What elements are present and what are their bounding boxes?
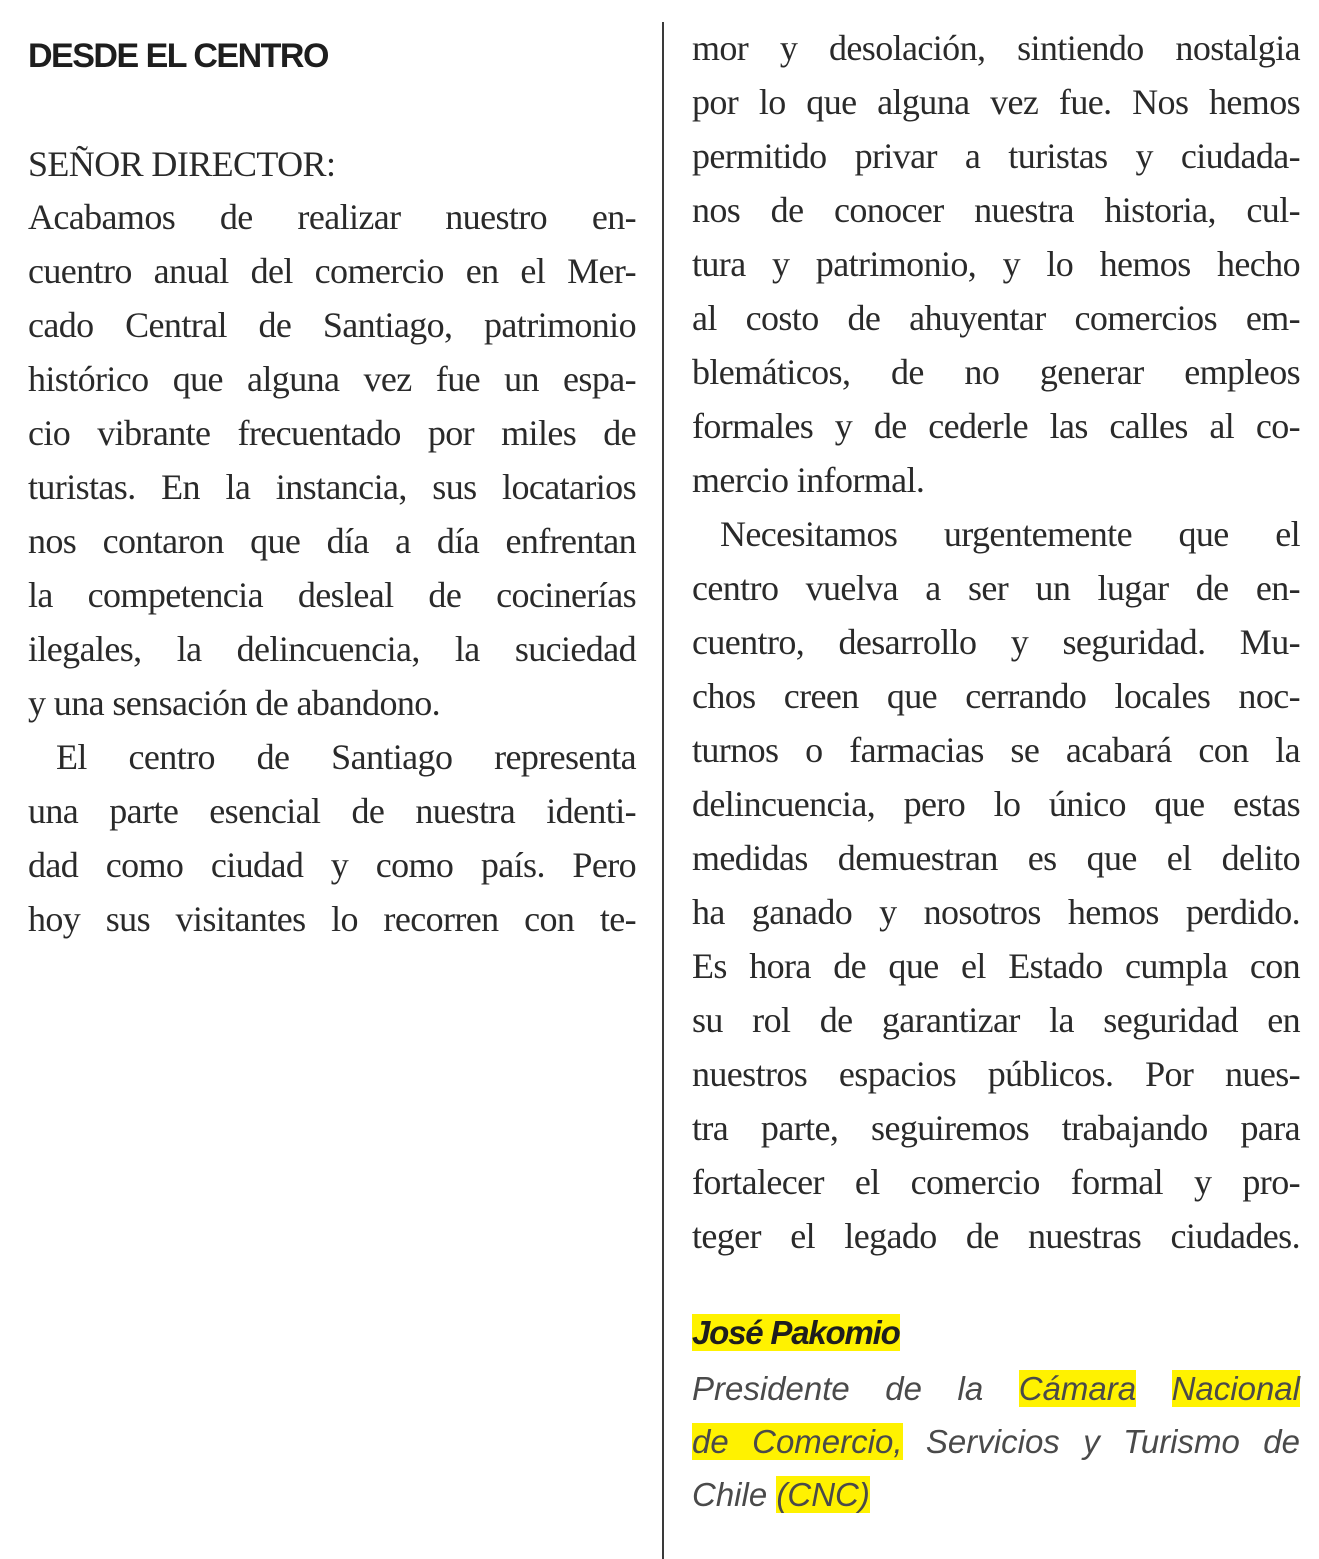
body-line: histórico que alguna vez fue un espa-	[28, 359, 636, 399]
body-line: una parte esencial de nuestra identi-	[28, 791, 636, 831]
body-line: al costo de ahuyentar comercios em-	[692, 298, 1300, 338]
signature-title-line	[692, 1470, 1300, 1520]
body-line: medidas demuestran es que el delito	[692, 838, 1300, 878]
column-divider	[662, 22, 664, 1559]
body-line: tra parte, seguiremos trabajando para	[692, 1108, 1300, 1148]
signature-title-text: Chile	[692, 1476, 777, 1513]
body-line: cio vibrante frecuentado por miles de	[28, 413, 636, 453]
body-line: turistas. En la instancia, sus locatarios	[28, 467, 636, 507]
highlighted-text: (CNC)	[776, 1476, 870, 1513]
body-line: Es hora de que el Estado cumpla con	[692, 946, 1300, 986]
salutation: SEÑOR DIRECTOR:	[28, 144, 336, 184]
signature-title-line	[692, 1417, 1300, 1467]
body-line: cado Central de Santiago, patrimonio	[28, 305, 636, 345]
body-line: teger el legado de nuestras ciudades.	[692, 1216, 1300, 1256]
body-line: su rol de garantizar la seguridad en	[692, 1000, 1300, 1040]
body-line: dad como ciudad y como país. Pero	[28, 845, 636, 885]
letter-headline: DESDE EL CENTRO	[28, 37, 328, 75]
body-line: mercio informal.	[692, 460, 925, 500]
highlighted-text: Nacional	[1171, 1370, 1300, 1407]
body-line: mor y desolación, sintiendo nostalgia	[692, 28, 1300, 68]
signature-title-text: Presidente de la	[692, 1370, 1019, 1407]
body-line: fortalecer el comercio formal y pro-	[692, 1162, 1300, 1202]
body-line: centro vuelva a ser un lugar de en-	[692, 568, 1300, 608]
body-line: turnos o farmacias se acabará con la	[692, 730, 1300, 770]
body-line: cuentro anual del comercio en el Mer-	[28, 251, 636, 291]
body-line: la competencia desleal de cocinerías	[28, 575, 636, 615]
body-line: El centro de Santiago representa	[56, 737, 636, 777]
signature-name-text: José Pakomio	[692, 1314, 900, 1351]
body-line: por lo que alguna vez fue. Nos hemos	[692, 82, 1300, 122]
body-line: nos de conocer nuestra historia, cul-	[692, 190, 1300, 230]
body-line: Acabamos de realizar nuestro en-	[28, 197, 636, 237]
signature-title-text: Servicios y Turismo de	[902, 1423, 1300, 1460]
body-line: permitido privar a turistas y ciudada-	[692, 136, 1300, 176]
body-line: y una sensación de abandono.	[28, 683, 441, 723]
body-line: ha ganado y nosotros hemos perdido.	[692, 892, 1300, 932]
body-line: ilegales, la delincuencia, la suciedad	[28, 629, 636, 669]
body-line: blemáticos, de no generar empleos	[692, 352, 1300, 392]
body-line: hoy sus visitantes lo recorren con te-	[28, 899, 636, 939]
highlighted-text: Cámara	[1018, 1370, 1137, 1407]
signature-title-line	[692, 1364, 1300, 1414]
highlighted-text: de Comercio,	[692, 1423, 903, 1460]
body-line: delincuencia, pero lo único que estas	[692, 784, 1300, 824]
body-line: cuentro, desarrollo y seguridad. Mu-	[692, 622, 1300, 662]
signature-name	[692, 1308, 900, 1358]
body-line: tura y patrimonio, y lo hemos hecho	[692, 244, 1300, 284]
body-line: nos contaron que día a día enfrentan	[28, 521, 636, 561]
body-line: chos creen que cerrando locales noc-	[692, 676, 1300, 716]
body-line: nuestros espacios públicos. Por nues-	[692, 1054, 1300, 1094]
body-line: formales y de cederle las calles al co-	[692, 406, 1300, 446]
body-line: Necesitamos urgentemente que el	[720, 514, 1300, 554]
